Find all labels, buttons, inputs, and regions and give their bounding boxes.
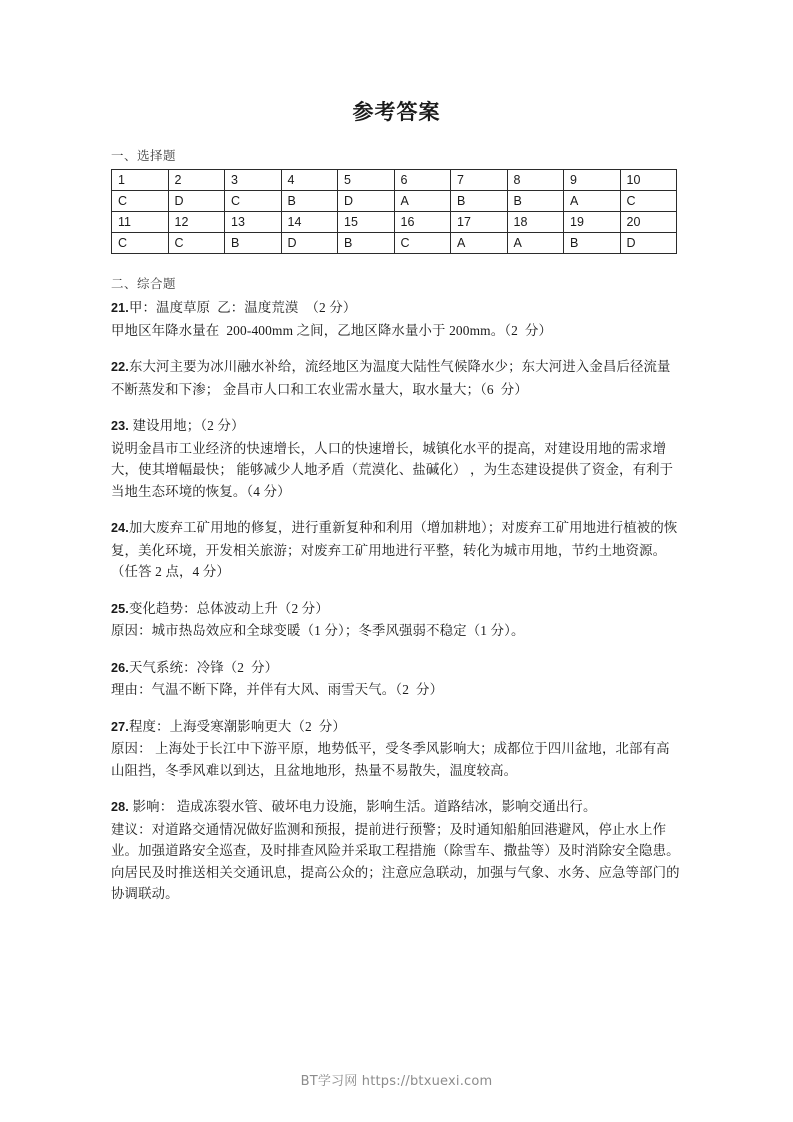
table-cell: 2 [168, 170, 225, 191]
table-cell: 7 [451, 170, 508, 191]
answer-text: 甲：温度草原 乙：温度荒漠 （2 分） [128, 300, 357, 316]
table-cell: B [507, 191, 564, 212]
table-cell: 1 [112, 170, 169, 191]
table-cell: B [451, 191, 508, 212]
table-cell: 18 [507, 212, 564, 233]
spacer [111, 400, 682, 415]
answer-number: 27. [111, 719, 129, 734]
table-cell: D [281, 233, 338, 254]
table-cell: C [225, 191, 282, 212]
table-cell: 6 [394, 170, 451, 191]
answer-text: 东大河主要为冰川融水补给，流经地区为温度大陆性气候降水少；东大河进入金昌后径流量不断蒸发和下渗； 金昌市人口和工农业需水量大，取水量大；（6 分） [111, 359, 671, 397]
spacer [111, 502, 682, 517]
spacer [111, 701, 682, 716]
answer-number: 24. [111, 521, 129, 536]
answer-item-22 [111, 356, 682, 400]
answer-line: 原因：城市热岛效应和全球变暖（1 分）；冬季风强弱不稳定（1 分）。 [111, 623, 525, 639]
table-cell: B [281, 191, 338, 212]
table-cell: D [620, 233, 677, 254]
table-cell: C [168, 233, 225, 254]
answer-text: 变化趋势：总体波动上升（2 分） [128, 600, 329, 616]
answer-item-26 [111, 657, 682, 701]
answer-number: 22. [111, 360, 129, 375]
answer-number: 21. [111, 301, 129, 316]
table-cell: B [225, 233, 282, 254]
table-cell: A [564, 191, 621, 212]
answer-line [111, 356, 682, 400]
table-row [112, 212, 677, 233]
answer-line [111, 716, 682, 739]
table-row [112, 233, 677, 254]
table-cell: 8 [507, 170, 564, 191]
answer-key-table [111, 169, 677, 254]
answer-item-25 [111, 598, 682, 642]
answer-text: 影响： 造成冻裂水管、破坏电力设施，影响生活。道路结冰，影响交通出行。 [132, 799, 597, 815]
answer-line: 甲地区年降水量在 200-400mm 之间，乙地区降水量小于 200mm。（2 分） [111, 322, 553, 338]
table-cell: 3 [225, 170, 282, 191]
table-cell: 5 [338, 170, 395, 191]
table-row [112, 170, 677, 191]
table-cell: D [338, 191, 395, 212]
answer-number: 28. [111, 800, 133, 815]
answer-item-24 [111, 517, 682, 583]
answer-line [111, 598, 682, 621]
table-cell: D [168, 191, 225, 212]
answer-line: 原因： 上海处于长江中下游平原，地势低平，受冬季风影响大；成都位于四川盆地，北部有高山阻挡，冬季风难以到达，且盆地地形，热量不易散失，温度较高。 [111, 741, 670, 778]
table-cell: 13 [225, 212, 282, 233]
table-cell: A [507, 233, 564, 254]
table-cell: C [112, 233, 169, 254]
answer-line [111, 796, 682, 819]
answer-line [111, 297, 682, 320]
table-cell: 10 [620, 170, 677, 191]
answer-line [111, 517, 682, 583]
table-cell: B [338, 233, 395, 254]
answer-item-21 [111, 297, 682, 341]
table-cell: 19 [564, 212, 621, 233]
answer-text: 天气系统：冷锋（2 分） [128, 659, 279, 675]
answer-line: 说明金昌市工业经济的快速增长，人口的快速增长，城镇化水平的提高，对建设用地的需求增大，使其增幅最快； 能够减少人地矛盾（荒漠化、盐碱化） ，为生态建设提供了资金，有利于当地生态环境的恢复。（4 分） [111, 440, 674, 499]
spacer [111, 341, 682, 356]
answer-text: 加大废弃工矿用地的修复，进行重新复种和利用（增加耕地）；对废弃工矿用地进行植被的恢复，美化环境，开发相关旅游；对废弃工矿用地进行平整，转化为城市用地，节约土地资源。（任答 2 点，4 分） [111, 520, 678, 580]
table-cell: A [451, 233, 508, 254]
spacer [111, 642, 682, 657]
section-heading-choice: 一、选择题 [111, 149, 177, 164]
answer-text: 程度：上海受寒潮影响更大（2 分） [128, 718, 346, 734]
answer-item-28 [111, 796, 682, 905]
answer-key-table-body [112, 170, 677, 254]
table-cell: 9 [564, 170, 621, 191]
answer-item-27 [111, 716, 682, 782]
answer-line [111, 415, 682, 438]
table-cell: 14 [281, 212, 338, 233]
spacer [111, 583, 682, 598]
table-cell: C [112, 191, 169, 212]
table-cell: B [564, 233, 621, 254]
answer-number: 23. [111, 419, 133, 434]
table-row [112, 191, 677, 212]
table-cell: A [394, 191, 451, 212]
table-cell: C [620, 191, 677, 212]
table-cell: 4 [281, 170, 338, 191]
answer-line: 建议：对道路交通情况做好监测和预报，提前进行预警；及时通知船舶回港避风，停止水上作业。加强道路安全巡查，及时排查风险并采取工程措施（除雪车、撒盐等）及时消除安全隐患。向居民及时推送相关交通讯息，提高公众的；注意应急联动，加强与气象、水务、应急等部门的协调联动。 [111, 821, 680, 902]
page-title: 参考答案 [352, 101, 441, 124]
answer-item-23 [111, 415, 682, 502]
spacer [111, 256, 682, 275]
answer-line [111, 657, 682, 680]
answer-line: 理由：气温不断下降，并伴有大风、雨雪天气。（2 分） [111, 682, 444, 698]
spacer [111, 781, 682, 796]
answer-text: 建设用地；（2 分） [132, 418, 245, 434]
table-cell: 11 [112, 212, 169, 233]
answer-number: 25. [111, 601, 129, 616]
table-cell: 17 [451, 212, 508, 233]
table-cell: 15 [338, 212, 395, 233]
table-cell: 20 [620, 212, 677, 233]
table-cell: 12 [168, 212, 225, 233]
section-heading-comprehensive: 二、综合题 [111, 277, 177, 292]
document-content [111, 100, 682, 905]
table-cell: 16 [394, 212, 451, 233]
table-cell: C [394, 233, 451, 254]
answer-number: 26. [111, 660, 129, 675]
site-watermark: BT学习网 https://btxuexi.com [300, 1074, 493, 1089]
